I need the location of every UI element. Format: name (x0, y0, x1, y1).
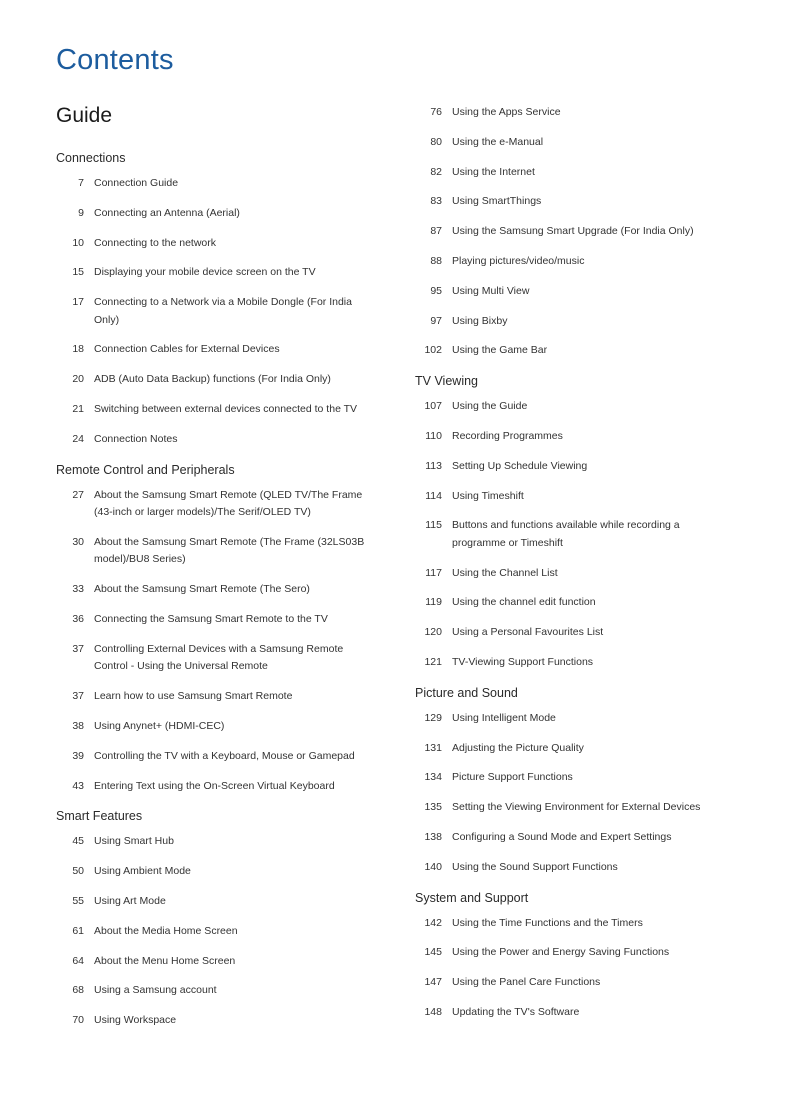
toc-entry[interactable] (415, 458, 735, 476)
toc-entry[interactable] (415, 565, 735, 583)
page-number: 148 (424, 1006, 442, 1019)
toc-entry[interactable] (56, 205, 376, 223)
page-number: 37 (72, 642, 84, 655)
entry-label: About the Samsung Smart Remote (QLED TV/The Frame (43-inch or larger models)/The Serif/OLED TV) (94, 488, 363, 519)
entry-label: Using the Power and Energy Saving Functions (452, 946, 670, 959)
page-number: 9 (78, 206, 84, 219)
entry-label: Using Ambient Mode (94, 865, 191, 878)
toc-left-column (56, 149, 376, 1042)
page-number: 27 (72, 488, 84, 501)
toc-entry[interactable] (56, 581, 376, 599)
section-title: Picture and Sound (415, 685, 518, 700)
toc-entry[interactable] (415, 740, 735, 758)
toc-entry[interactable] (415, 944, 735, 962)
entry-label: Configuring a Sound Mode and Expert Settings (452, 831, 672, 844)
toc-entry[interactable] (415, 859, 735, 877)
page-number: 76 (430, 106, 442, 118)
toc-section-connections (56, 149, 376, 448)
toc-entry[interactable] (56, 371, 376, 389)
toc-right-column (415, 104, 735, 1034)
toc-entry[interactable] (56, 982, 376, 1000)
page-number: 87 (430, 225, 442, 238)
entry-label: Connection Guide (94, 177, 179, 189)
toc-entry[interactable] (415, 769, 735, 787)
page-number: 7 (78, 177, 84, 189)
entry-label: About the Media Home Screen (94, 924, 238, 937)
page-number: 61 (72, 924, 84, 937)
toc-entry[interactable] (56, 833, 376, 851)
entry-label: TV-Viewing Support Functions (452, 656, 594, 669)
page-number: 55 (72, 894, 84, 907)
section-title: Smart Features (56, 809, 143, 824)
toc-entry[interactable] (415, 342, 735, 360)
toc-entry[interactable] (56, 534, 376, 569)
page-number: 110 (425, 429, 442, 442)
page-number: 134 (424, 771, 442, 784)
toc-entry[interactable] (415, 164, 735, 182)
toc-entry[interactable] (415, 654, 735, 672)
entry-label: Using Multi View (452, 284, 530, 297)
page-number: 21 (72, 403, 84, 416)
toc-entry[interactable] (415, 829, 735, 847)
entry-label: Controlling the TV with a Keyboard, Mouse or Gamepad (94, 749, 355, 762)
toc-entry[interactable] (56, 175, 376, 193)
page-number: 17 (72, 296, 84, 309)
page-number: 24 (72, 432, 84, 445)
page-number: 102 (424, 344, 442, 357)
page-number: 119 (425, 596, 442, 609)
toc-entry[interactable] (415, 915, 735, 933)
entry-label: Connection Cables for External Devices (94, 343, 280, 356)
entry-label: ADB (Auto Data Backup) functions (For India Only) (94, 373, 331, 386)
page-number: 18 (72, 343, 84, 356)
toc-section-tv-viewing (415, 372, 735, 671)
toc-entry[interactable] (415, 974, 735, 992)
section-title: Connections (56, 151, 126, 165)
page-number: 131 (424, 741, 442, 754)
toc-entry[interactable] (415, 313, 735, 331)
toc-entry[interactable] (415, 517, 735, 552)
toc-entry[interactable] (56, 235, 376, 253)
page-number: 135 (424, 801, 442, 814)
entry-label: Controlling External Devices with a Samsung Remote Control - Using the Universal Remote (94, 642, 344, 673)
toc-entry[interactable] (56, 431, 376, 449)
toc-entry[interactable] (415, 624, 735, 642)
entry-label: Connecting the Samsung Smart Remote to the TV (94, 613, 328, 626)
page-number: 113 (425, 459, 442, 472)
entry-label: Displaying your mobile device screen on the TV (94, 266, 316, 279)
toc-entry[interactable] (56, 923, 376, 941)
entry-label: Recording Programmes (452, 429, 563, 442)
toc-entry[interactable] (56, 718, 376, 736)
toc-entry[interactable] (415, 193, 735, 211)
entry-label: Using SmartThings (452, 195, 542, 208)
entry-label: Using the Guide (452, 400, 528, 413)
entry-label: Using the e-Manual (452, 135, 544, 148)
page-number: 64 (72, 954, 84, 967)
entry-label: Using a Samsung account (94, 984, 217, 997)
toc-entry[interactable] (56, 611, 376, 629)
entry-label: Using Timeshift (452, 489, 524, 502)
toc-entry[interactable] (56, 487, 376, 522)
page-number: 70 (72, 1014, 84, 1027)
page-number: 107 (424, 400, 442, 413)
section-title: System and Support (415, 890, 529, 905)
entry-label: Using Bixby (452, 314, 508, 327)
page-number: 115 (425, 519, 442, 532)
entry-label: Setting Up Schedule Viewing (452, 459, 588, 472)
page-number: 33 (72, 583, 84, 596)
entry-label: Connecting to a Network via a Mobile Dongle (For India Only) (94, 296, 352, 326)
entry-label: Picture Support Functions (452, 771, 573, 784)
entry-label: About the Samsung Smart Remote (The Sero) (94, 583, 310, 596)
toc-entry[interactable] (56, 953, 376, 971)
page-number: 20 (72, 373, 84, 386)
page-number: 121 (424, 656, 442, 669)
page-number: 83 (430, 195, 442, 208)
toc-entry[interactable] (415, 1004, 735, 1022)
entry-label: Using the Internet (452, 165, 535, 178)
toc-entry[interactable] (415, 104, 735, 122)
entry-label: Using Art Mode (94, 894, 166, 907)
entry-label: Entering Text using the On-Screen Virtual Keyboard (94, 779, 335, 792)
toc-entry[interactable] (415, 283, 735, 301)
page-number: 129 (424, 711, 442, 724)
guide-heading: Guide (56, 104, 113, 127)
page-number: 82 (430, 165, 442, 178)
page-number: 97 (430, 314, 442, 327)
entry-label: Using a Personal Favourites List (452, 626, 604, 639)
toc-entry[interactable] (56, 893, 376, 911)
entry-label: Using the Time Functions and the Timers (452, 916, 643, 929)
page-number: 145 (424, 946, 442, 959)
page-number: 68 (72, 984, 84, 997)
toc-entry[interactable] (56, 778, 376, 796)
page-number: 36 (72, 613, 84, 626)
page-number: 142 (424, 916, 442, 929)
toc-entry[interactable] (56, 401, 376, 419)
entry-label: Playing pictures/video/music (452, 254, 585, 267)
page-number: 88 (430, 254, 442, 267)
page-number: 117 (425, 566, 442, 579)
toc-entry[interactable] (56, 341, 376, 359)
toc-entry[interactable] (415, 594, 735, 612)
toc-entry[interactable] (415, 134, 735, 152)
toc-entry[interactable] (415, 253, 735, 271)
page-number: 80 (430, 135, 442, 148)
toc-section-smart-features (56, 807, 376, 1029)
entry-label: Switching between external devices connected to the TV (94, 403, 358, 416)
section-title: TV Viewing (415, 374, 478, 389)
page-number: 45 (72, 835, 84, 848)
toc-section-picture-and-sound (415, 684, 735, 876)
toc-section-system-and-support (415, 889, 735, 1022)
page-number: 140 (424, 860, 442, 873)
toc-entry[interactable] (415, 398, 735, 416)
entry-label: Using the Channel List (452, 566, 558, 579)
entry-label: Connecting an Antenna (Aerial) (94, 206, 240, 219)
page-number: 95 (430, 284, 442, 297)
entry-label: Using Smart Hub (94, 835, 174, 848)
toc-entry[interactable] (56, 264, 376, 282)
page-number: 120 (424, 626, 442, 639)
page-number: 37 (72, 690, 84, 703)
toc-entry[interactable] (56, 1012, 376, 1030)
entry-label: Using the Samsung Smart Upgrade (For India Only) (452, 225, 694, 238)
toc-entry[interactable] (415, 428, 735, 446)
page-title: Contents (56, 44, 174, 76)
toc-entry[interactable] (56, 688, 376, 706)
entry-label: Learn how to use Samsung Smart Remote (94, 690, 293, 703)
entry-label: Using Anynet+ (HDMI-CEC) (94, 719, 225, 732)
entry-label: Using the Sound Support Functions (452, 860, 618, 873)
entry-label: Using the Game Bar (452, 344, 548, 357)
page-number: 10 (72, 236, 84, 249)
entry-label: Using Intelligent Mode (452, 711, 556, 724)
entry-label: Setting the Viewing Environment for External Devices (452, 801, 701, 814)
entry-label: Using the channel edit function (452, 596, 596, 609)
entry-label: Buttons and functions available while recording a programme or Timeshift (452, 519, 680, 549)
toc-entry[interactable] (415, 223, 735, 241)
page-number: 138 (424, 831, 442, 844)
entry-label: Connection Notes (94, 432, 178, 445)
toc-entry[interactable] (56, 748, 376, 766)
toc-entry[interactable] (56, 641, 376, 676)
page-number: 15 (72, 266, 84, 279)
toc-section-remote-control-and-peripherals (56, 461, 376, 795)
page-number: 30 (72, 535, 84, 548)
entry-label: Adjusting the Picture Quality (452, 741, 584, 754)
entry-label: Using the Panel Care Functions (452, 976, 601, 989)
entry-label: Updating the TV's Software (452, 1006, 580, 1019)
section-title: Remote Control and Peripherals (56, 462, 235, 477)
toc-section-continued (415, 104, 735, 360)
toc-entry[interactable] (415, 488, 735, 506)
page-number: 39 (72, 749, 84, 762)
page-number: 38 (72, 719, 84, 732)
entry-label: Connecting to the network (94, 236, 216, 249)
page-number: 147 (424, 976, 442, 989)
page-number: 114 (425, 489, 442, 502)
entry-label: Using Workspace (94, 1014, 177, 1027)
toc-entry[interactable] (415, 799, 735, 817)
page-number: 43 (72, 779, 84, 792)
entry-label: Using the Apps Service (452, 106, 561, 118)
entry-label: About the Menu Home Screen (94, 954, 236, 967)
toc-entry[interactable] (56, 863, 376, 881)
page-number: 50 (72, 865, 84, 878)
toc-entry[interactable] (415, 710, 735, 728)
entry-label: About the Samsung Smart Remote (The Frame (32LS03B model)/BU8 Series) (94, 535, 365, 566)
toc-entry[interactable] (56, 294, 376, 329)
